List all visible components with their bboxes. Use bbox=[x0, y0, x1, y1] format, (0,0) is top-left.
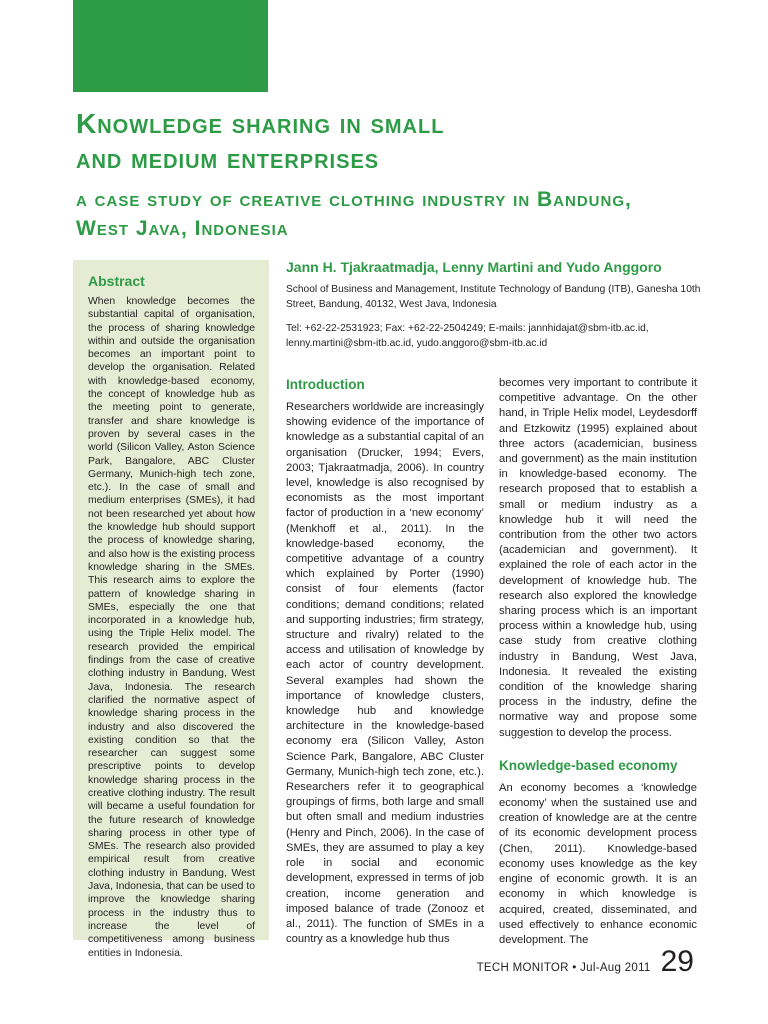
author-affiliation: School of Business and Management, Institute Technology of Bandung (ITB), Ganesha 10th Street, Bandung, 40132, West Java, Indonesia bbox=[286, 284, 701, 310]
author-block bbox=[286, 258, 706, 351]
body-column-middle bbox=[286, 376, 484, 947]
body-column-right bbox=[499, 376, 697, 948]
knowledge-based-economy-heading: Knowledge-based economy bbox=[499, 757, 678, 773]
header-color-block bbox=[73, 0, 268, 92]
author-contact: Tel: +62-22-2531923; Fax: +62-22-2504249; E-mails: jannhidajat@sbm-itb.ac.id, lenny.martini@sbm-itb.ac.id, yudo.anggoro@sbm-itb.ac.id bbox=[286, 323, 649, 349]
abstract-text: When knowledge becomes the substantial capital of organisation, the process of sharing knowledge within and outside the organisation becomes an important point to develop the organisation. Related with knowledge-based economy, the concept of knowledge hub as the meeting point to generate, transfer and share knowledge is proven by several cases in the world (Silicon Valley, Aston Science Park, Bangalore, ABC Cluster Germany, Munich-high tech zone, etc.). In the case of small and medium enterprises (SMEs), it had not been researched yet about how the knowledge hub should support the process of knowledge sharing, and also how is the existing process knowledge sharing in the SMEs. This research aims to explore the pattern of knowledge sharing in SMEs, especially the one that incorporated in a knowledge hub, using the Triple Helix model. The research provided the empirical findings from the case of creative clothing industry in Bandung, West Java, Indonesia. The research clarified the normative aspect of knowledge sharing process in the industry and also discovered the existing condition so that the researcher can suggest some prescriptive points to develop knowledge sharing process in the creative clothing industry. The result will became a useful foundation for the future research of knowledge sharing process in other type of SMEs. The research also provided empirical result from creative clothing industry in Bandung, West Java, Indonesia, that can be used to improve the knowledge sharing process in the industry thus to increase the level of competitiveness among business entities in Indonesia. bbox=[88, 296, 255, 959]
article-subtitle-line1: a case study of creative clothing industry in Bandung, bbox=[76, 188, 632, 211]
article-subtitle-line2: West Java, Indonesia bbox=[76, 217, 289, 240]
knowledge-based-economy-text: An economy becomes a ‘knowledge economy’ when the sustained use and creation of knowledge are at the centre of its economic development process (Chen, 2011). Knowledge-based economy uses knowledge as the key engine of economic growth. It is an economy in which knowledge is acquired, created, disseminated, and used effectively to enhance economic development. The bbox=[499, 781, 697, 946]
abstract-box bbox=[73, 260, 269, 959]
introduction-text-part2: becomes very important to contribute it competitive advantage. On the other hand, in Triple Helix model, Leydesdorff and Etzkowitz (1995) explained about three actors (academician, business and government) as the main institution in knowledge-based economy. The research proposed that to establish a small or medium industry as a knowledge hub it will need the contribution from the other two actors (academician and government). It explained the role of each actor in the development of knowledge hub. The research also explored the knowledge sharing process which is an important process within a knowledge hub, using case study from creative clothing industry in Bandung, West Java, Indonesia. It revealed the existing condition of the knowledge sharing process in the industry, define the normative way and propose some suggestion to develop the process. bbox=[499, 377, 697, 739]
journal-name: TECH MONITOR • Jul-Aug 2011 bbox=[476, 962, 651, 974]
article-title-line1: Knowledge sharing in small bbox=[76, 108, 445, 139]
author-names: Jann H. Tjakraatmadja, Lenny Martini and Yudo Anggoro bbox=[286, 259, 662, 275]
page-footer bbox=[477, 945, 694, 979]
article-title-block bbox=[76, 110, 716, 239]
introduction-heading: Introduction bbox=[286, 377, 365, 392]
abstract-heading: Abstract bbox=[88, 273, 145, 289]
page-number: 29 bbox=[660, 945, 694, 978]
article-title-line2: and medium enterprises bbox=[76, 143, 380, 174]
introduction-text-part1: Researchers worldwide are increasingly showing evidence of the importance of knowledge as a substantial capital of an organisation (Drucker, 1994; Evers, 2003; Tjakraatmadja, 2006). In country level, knowledge is also recognised by economists as the most important factor of production in a ‘new economy’ (Menkhoff et al., 2011). In the knowledge-based economy, the competitive advantage of a country which explained by Porter (1990) consist of four elements (factor conditions; demand conditions; related and supporting industries; firm strategy, structure and rivalry) related to the access and utilisation of knowledge by each actor of country development. Several examples had shown the importance of knowledge clusters, knowledge hub and knowledge architecture in the knowledge-based economy era (Silicon Valley, Aston Science Park, Bangalore, ABC Cluster Germany, Munich-high tech zone, etc.). Researchers refer it to geographical groupings of firms, both large and small but often small and medium industries (Henry and Pinch, 2006). In the case of SMEs, they are assumed to play a key role in social and economic development, expressed in terms of job creation, income generation and imposed balance of trade (Zonooz et al., 2011). The function of SMEs in a country as a knowledge hub thus bbox=[286, 401, 484, 946]
